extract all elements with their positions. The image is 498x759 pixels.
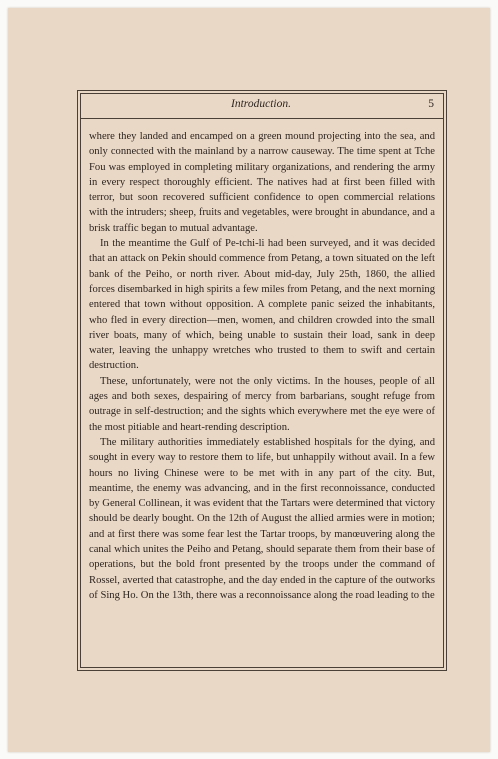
- header-rule: [81, 118, 443, 119]
- paragraph: These, unfortunately, were not the only victims. In the houses, people of all ages and both sexes, despairing of mercy from barbarians, sought refuge from outrage in self-destruction; and the sights which everywhere met the eye were of the most pitiable and heart-rending description.: [89, 375, 435, 433]
- running-head: [88, 98, 434, 114]
- running-head-title: Introduction.: [231, 98, 291, 110]
- paragraph: The military authorities immediately established hospitals for the dying, and sought in every way to restore them to life, but unhappily without avail. In a few hours no living Chinese were to be met with in any part of the city. But, meantime, the enemy was advancing, and in the first reconnoissance, conducted by General Collinean, it was evident that the Tartars were determined that victory should be dearly bought. On the 12th of August the allied armies were in motion; and at first there was some fear lest the Tartar troops, by manœuvering along the canal which unites the Peiho and Petang, should separate them from their base of operations, but the bold front presented by the troops under the command of Rossel, averted that catastrophe, and the day ended in the capture of the outworks of Sing Ho. On the 13th, there was a reconnoissance along the road leading to the: [89, 436, 435, 601]
- body-text: [89, 129, 435, 603]
- paragraph: In the meantime the Gulf of Pe-tchi-li had been surveyed, and it was decided that an attack on Pekin should commence from Petang, a town situated on the left bank of the Peiho, or north river. About mid-day, July 25th, 1860, the allied forces disembarked in high spirits a few miles from Petang, and the next morning entered that town without opposition. A complete panic seized the inhabitants, who fled in every direction—men, women, and children crowded into the small river boats, many of which, being unable to sustain their load, sank in deep water, leaving the unhappy wretches who trusted to them to swift and certain destruction.: [89, 238, 435, 372]
- page-number: 5: [428, 98, 434, 110]
- paragraph: where they landed and encamped on a green mound projecting into the sea, and only connected with the mainland by a narrow causeway. The time spent at Tche Fou was employed in completing military organizations, and rendering the army in every respect thoroughly efficient. The natives had at first been filled with terror, but soon recovered sufficient confidence to open commercial relations with the intruders; sheep, fruits and vegetables, were brought in abundance, and a brisk traffic began to mutual advantage.: [89, 131, 435, 234]
